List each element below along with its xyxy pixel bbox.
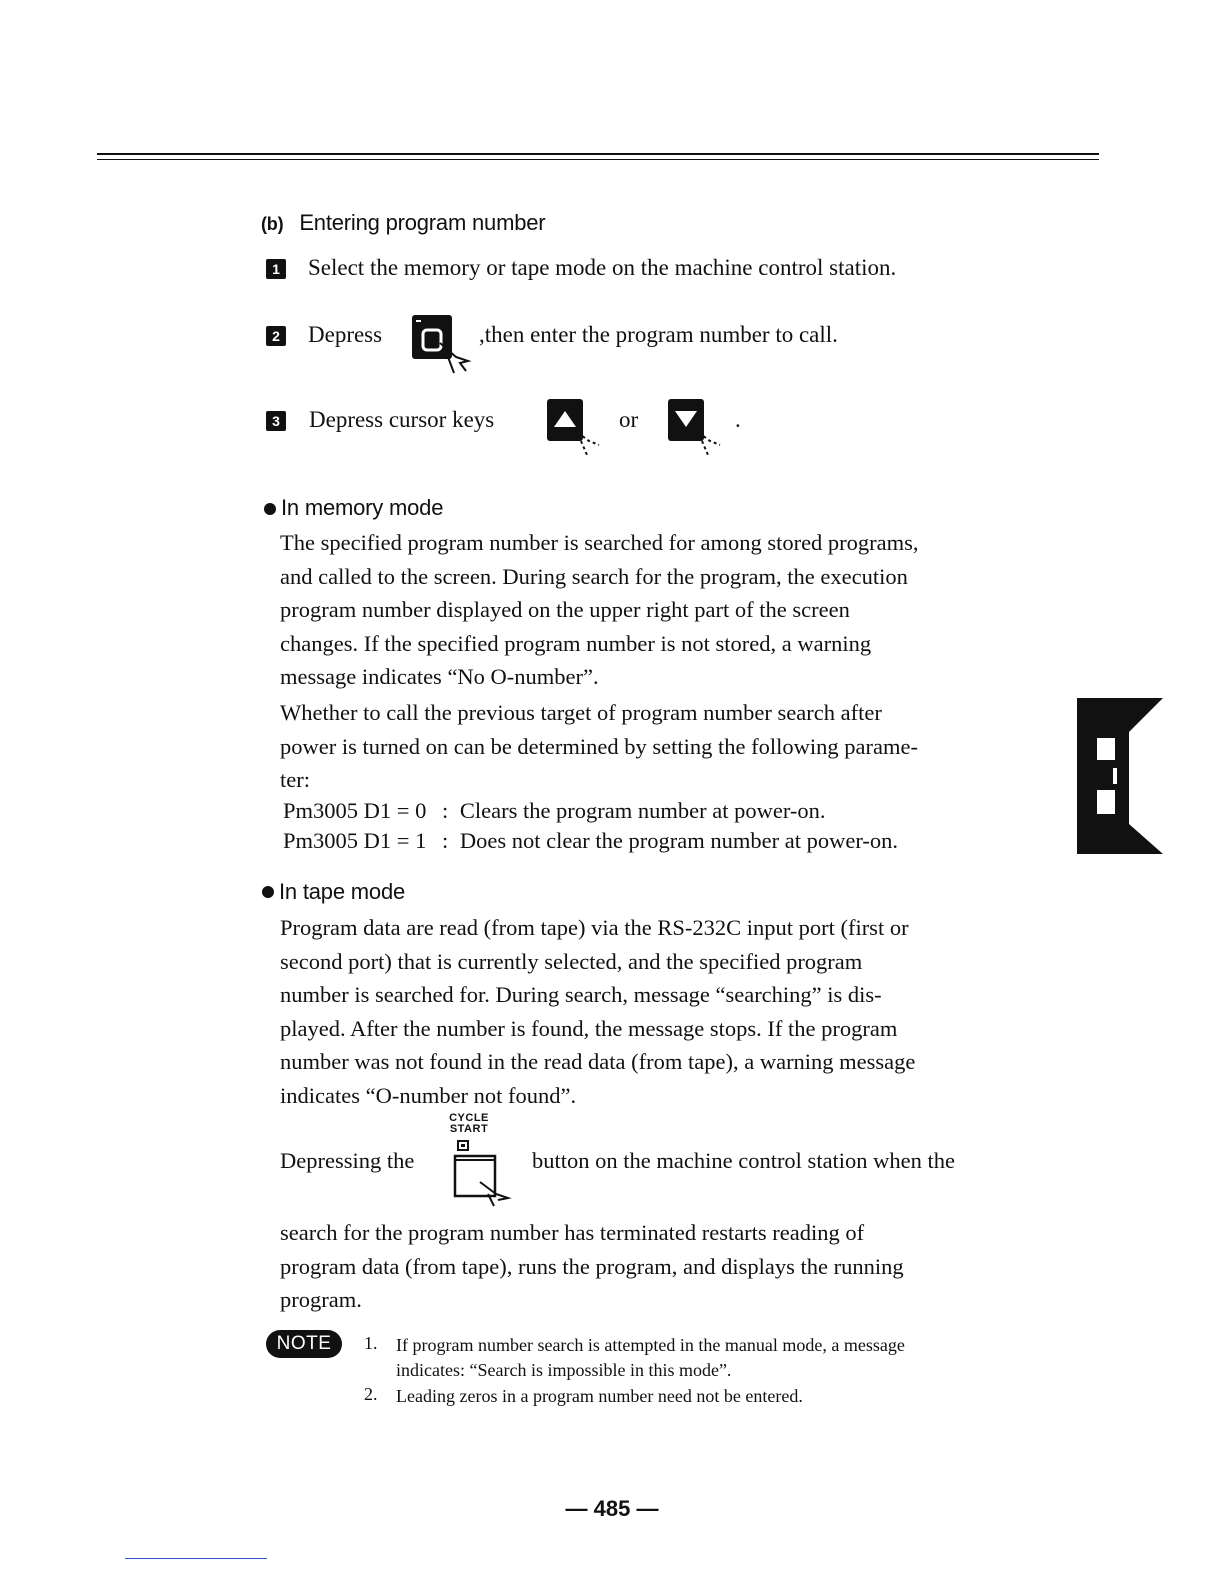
step-3-after: . (735, 407, 741, 432)
tape-mode-para-2 (280, 1216, 1015, 1317)
tape-para1-line-1: Program data are read (from tape) via the RS-232C input port (first or (280, 915, 909, 940)
param-2-lhs: Pm3005 D1 = 1 (283, 828, 427, 853)
step-1-badge: 1 (266, 259, 286, 279)
step-3-mid: or (619, 407, 639, 432)
memory-mode-para-2 (280, 696, 1015, 797)
param-1-lhs: Pm3005 D1 = 0 (283, 798, 427, 823)
cursor-up-icon (545, 397, 609, 461)
note-1-line-1: If program number search is attempted in the manual mode, a message (396, 1335, 905, 1355)
cycle-label-line-1: CYCLE (449, 1112, 489, 1124)
note-2-line-1: Leading zeros in a program number need not be entered. (396, 1386, 803, 1406)
step-2-badge: 2 (266, 326, 286, 346)
memory-mode-para-1 (280, 526, 1015, 694)
program-o-key (410, 313, 478, 377)
memory-para1-line-4: changes. If the specified program number is not stored, a warning (280, 630, 872, 656)
tape-para2-line-2: program data (from tape), runs the program, and displays the running (280, 1253, 904, 1279)
header-rule-bottom (97, 159, 1099, 160)
memory-para2-line-2: power is turned on can be determined by setting the following parame- (280, 733, 918, 759)
param-1-sep: : (441, 798, 449, 823)
note-1-num: 1. (364, 1333, 378, 1353)
tape-mode-heading: In tape mode (279, 879, 406, 904)
cycle-start-label (447, 1113, 491, 1135)
memory-para1-line-1: The specified program number is searched for among stored programs, (280, 530, 919, 555)
section-title: Entering program number (299, 210, 546, 235)
tape-mode-bullet (262, 886, 274, 898)
cycle-start-icon (448, 1138, 520, 1208)
tape-para1-line-3: number is searched for. During search, message “searching” is dis- (280, 982, 882, 1007)
o-key-icon (410, 313, 478, 377)
step-3-before: Depress cursor keys (309, 407, 495, 432)
header-rule-top (97, 153, 1099, 155)
tape-mode-para-1 (280, 911, 1015, 1112)
note-1-text (396, 1333, 1018, 1383)
param-line-2 (283, 828, 898, 854)
memory-para2-line-3: ter: (280, 767, 310, 792)
param-2-sep: : (441, 828, 449, 853)
memory-para1-line-3: program number displayed on the upper right part of the screen (280, 597, 850, 622)
note-1-line-2: indicates: “Search is impossible in this mode”. (396, 1360, 732, 1380)
chapter-tab-graphic (1077, 698, 1167, 863)
param-1-desc: Clears the program number at power-on. (459, 798, 826, 823)
cursor-down-icon (666, 397, 730, 461)
memory-mode-heading: In memory mode (281, 495, 444, 520)
cursor-up-key (545, 397, 609, 461)
depress-before: Depressing the (280, 1148, 415, 1173)
tape-para2-line-1: search for the program number has terminated restarts reading of (280, 1220, 865, 1245)
cycle-label-line-2: START (449, 1123, 489, 1135)
note-2-text (396, 1384, 1018, 1409)
tape-para1-line-5: number was not found in the read data (from tape), a warning message (280, 1049, 916, 1074)
cursor-down-key (666, 397, 730, 461)
step-2-before: Depress (308, 322, 383, 347)
tape-para2-line-3: program. (280, 1287, 362, 1312)
footer-line (125, 1558, 267, 1559)
tape-para1-line-4: played. After the number is found, the message stops. If the program (280, 1015, 898, 1041)
note-2-num: 2. (364, 1384, 378, 1404)
tape-para1-line-2: second port) that is currently selected, and the specified program (280, 948, 863, 974)
param-2-desc: Does not clear the program number at power-on. (459, 828, 898, 853)
section-label: (b) (261, 214, 284, 234)
step-2-after: ,then enter the program number to call. (479, 322, 838, 347)
memory-para2-line-1: Whether to call the previous target of program number search after (280, 700, 882, 725)
note-badge: NOTE (266, 1330, 342, 1358)
step-1-text: Select the memory or tape mode on the machine control station. (308, 255, 897, 280)
cycle-start-key (448, 1138, 520, 1208)
chapter-tab-icon (1077, 698, 1167, 858)
memory-mode-bullet (264, 503, 276, 515)
step-3-badge: 3 (266, 411, 286, 431)
param-line-1 (283, 798, 826, 824)
memory-para1-line-2: and called to the screen. During search for the program, the execution (280, 563, 908, 589)
memory-para1-line-5: message indicates “No O-number”. (280, 664, 599, 689)
section-heading (261, 210, 545, 236)
page-number: — 485 — (565, 1496, 659, 1521)
tape-para1-line-6: indicates “O-number not found”. (280, 1082, 577, 1108)
depress-after: button on the machine control station when the (532, 1148, 956, 1173)
